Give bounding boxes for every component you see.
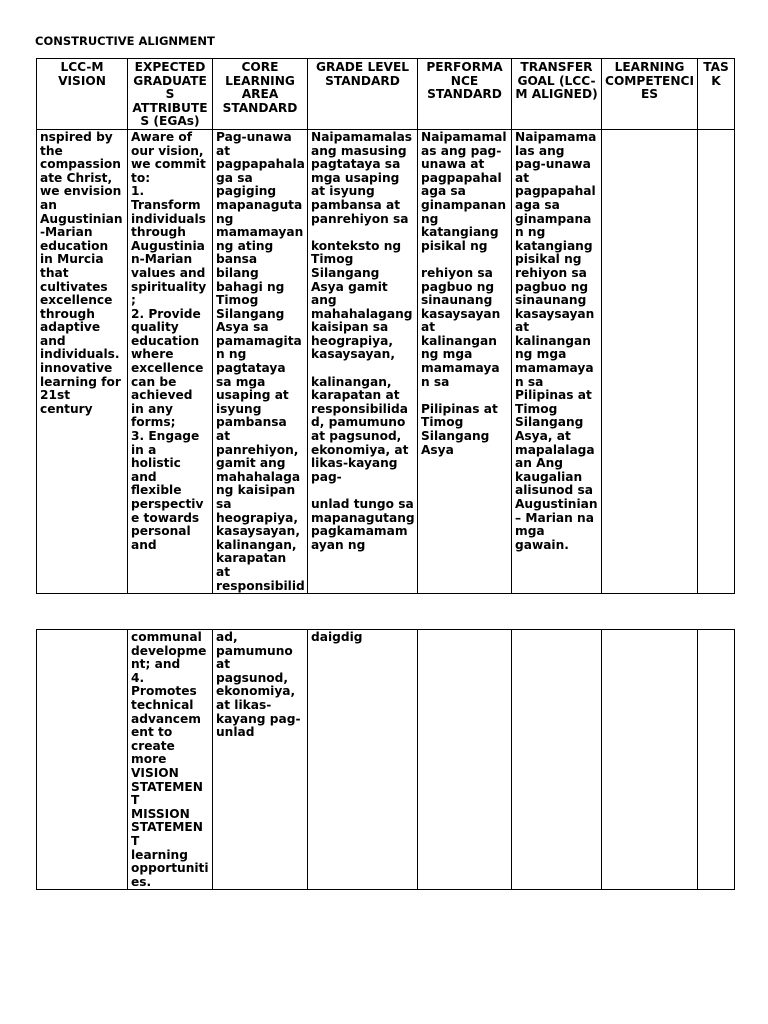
header-task: TAS K	[698, 59, 735, 130]
cell-performance-standard	[418, 630, 512, 890]
cell-learning-competencies	[602, 630, 698, 890]
cell-egas: communal developme nt; and 4. Promotes technical advancem ent to create more VISION STATEMEN T MISSION STATEMEN T learning opportuniti es.	[128, 630, 213, 890]
cell-learning-competencies	[602, 129, 698, 593]
header-egas: EXPECTED GRADUATE S ATTRIBUTE S (EGAs)	[128, 59, 213, 130]
alignment-table-page-2	[36, 629, 735, 890]
header-lccm-vision: LCC-M VISION	[37, 59, 128, 130]
cell-grade-level-standard: Naipamamalas ang masusing pagtataya sa mga usaping at isyung pambansa at panrehiyon sa konteksto ng Timog Silangang Asya gamit ang mahahalagang kaisipan sa heograpiya, kasaysayan, kalinangan, karapatan at responsibilida d, pamumuno at pagsunod, ekonomiya, at likas-kayang pag- unlad tungo sa mapanagutang pagkamamam ayan ng	[308, 129, 418, 593]
cell-lccm-vision	[37, 630, 128, 890]
header-learning-competencies: LEARNING COMPETENCI ES	[602, 59, 698, 130]
header-performance-standard: PERFORMA NCE STANDARD	[418, 59, 512, 130]
table-row	[37, 129, 735, 593]
cell-core-learning-area-standard: ad, pamumuno at pagsunod, ekonomiya, at likas- kayang pag- unlad	[213, 630, 308, 890]
cell-task	[698, 129, 735, 593]
header-transfer-goal: TRANSFER GOAL (LCC- M ALIGNED)	[512, 59, 602, 130]
cell-lccm-vision: nspired by the compassion ate Christ, we envision an Augustinian -Marian education in Murcia that cultivates excellence through adaptive and individuals. innovative learning for 21st century	[37, 129, 128, 593]
cell-performance-standard: Naipamamal as ang pag- unawa at pagpapahal aga sa ginampanan ng katangiang pisikal ng rehiyon sa pagbuo ng sinaunang kasaysayan at kalinangan ng mga mamamaya n sa Pilipinas at Timog Silangang Asya	[418, 129, 512, 593]
cell-core-learning-area-standard: Pag-unawa at pagpapahala ga sa pagiging mapanaguta ng mamamayan ng ating bansa bilang bahagi ng Timog Silangang Asya sa pamamagita n ng pagtataya sa mga usaping at isyung pambansa at panrehiyon, gamit ang mahahalaga ng kaisipan sa heograpiya, kasaysayan, kalinangan, karapatan at responsibilid	[213, 129, 308, 593]
cell-grade-level-standard: daigdig	[308, 630, 418, 890]
header-grade-level-standard: GRADE LEVEL STANDARD	[308, 59, 418, 130]
header-core-learning-area-standard: CORE LEARNING AREA STANDARD	[213, 59, 308, 130]
document-title: CONSTRUCTIVE ALIGNMENT	[35, 34, 215, 48]
cell-transfer-goal	[512, 630, 602, 890]
table-row	[37, 630, 735, 890]
cell-transfer-goal: Naipamama las ang pag-unawa at pagpapahal aga sa ginampana n ng katangiang pisikal ng rehiyon sa pagbuo ng sinaunang kasaysayan at kalinangan ng mga mamamaya n sa Pilipinas at Timog Silangang Asya, at mapalalaga an Ang kaugalian alisunod sa Augustinian – Marian na mga gawain.	[512, 129, 602, 593]
alignment-table-page-1	[36, 58, 735, 594]
header-row	[37, 59, 735, 130]
cell-task	[698, 630, 735, 890]
cell-egas: Aware of our vision, we commit to: 1. Transform individuals through Augustinia n-Marian values and spirituality ; 2. Provide quality education where excellence can be achieved in any forms; 3. Engage in a holistic and flexible perspectiv e towards personal and	[128, 129, 213, 593]
